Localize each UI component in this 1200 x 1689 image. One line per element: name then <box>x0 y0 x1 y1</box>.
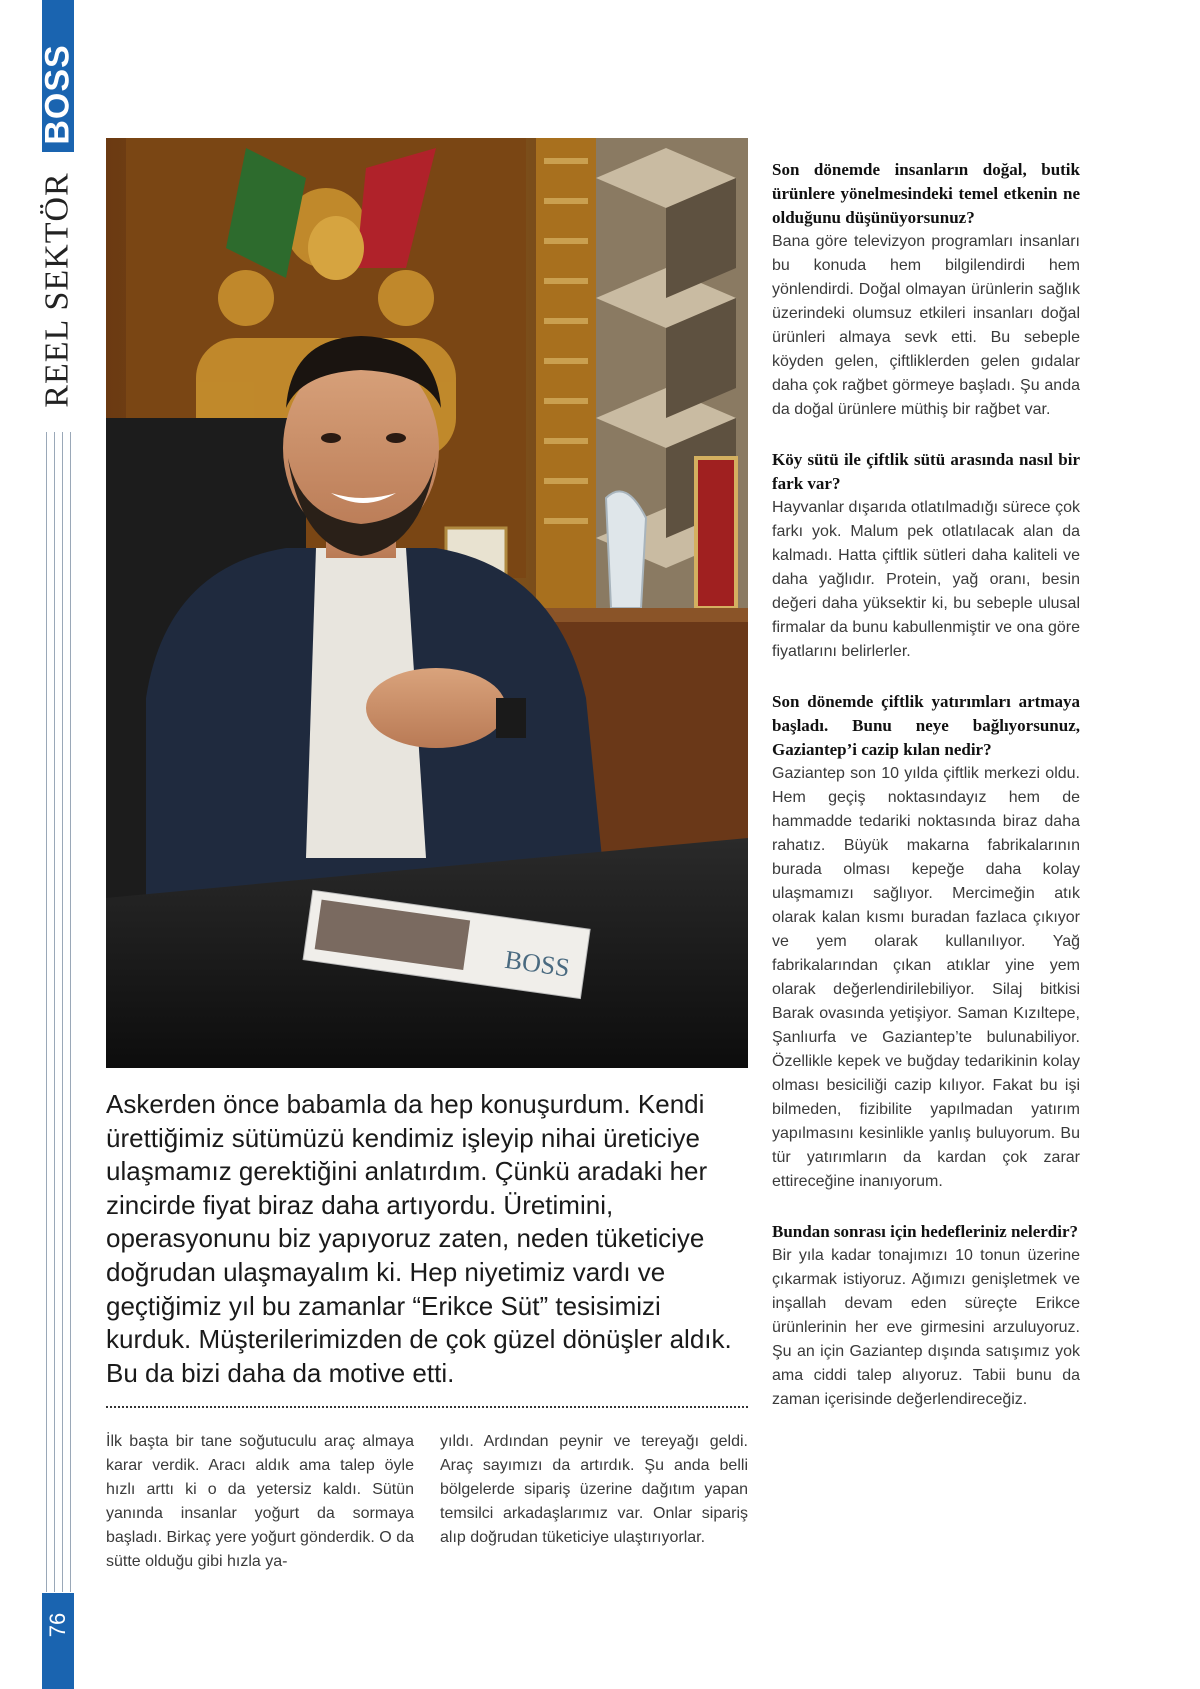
dotted-divider <box>106 1406 748 1408</box>
answer: Hayvanlar dışarıda otlatılmadığı sürece çok farkı yok. Malum pek otlatılacak alan da kalmadı. Hatta çiftlik sütleri daha kaliteli ve daha yağlıdır. Protein, yağ oranı, besin değeri daha yüksektir ki, bu sebeple ulusal firmalar da bunu kabullenmiştir ve ona göre fiyatlarını belirlerler. <box>772 499 1080 660</box>
body-text-middle: yıldı. Ardından peynir ve tereyağı geldi. Araç sayımızı da artırdık. Şu anda belli bölgelerde sipariş üzerine dağıtım yapan temsilci arkadaşlarımız var. Onlar sipariş alıp doğrudan tüketiciye ulaştırıyorlar. <box>440 1433 748 1546</box>
answer: Gaziantep son 10 yılda çiftlik merkezi oldu. Hem geçiş noktasındayız hem de hammadde tedariki noktasında biraz daha rahatız. Büyük makarna fabrikalarının burada olması kepeğe daha kolay ulaşmamızı sağlıyor. Mercimeğin atık olarak kalan kısmı buradan fazlaca çıkıyor ve yem olarak kullanılıyor. Yağ fabrikalarından çıkan atıklar yine yem olarak değerlendirilebiliyor. Silaj bitkisi Barak ovasında yetişiyor. Saman Kızıltepe, Şanlıurfa ve Gaziantep’te bulunabiliyor. Özellikle kepek ve buğday tedarikinin kolay olması besiciliği cazip kılıyor. Fakat bu işi bilmeden, fizibilite yapılmadan yatırım yapılmasını kesinlikle yanlış buluyorum. Bu tür yatırımların da kardan çok zarar ettireceğine inanıyorum. <box>772 765 1080 1190</box>
pull-quote: Askerden önce babamla da hep konuşurdum. Kendi ürettiğimiz sütümüzü kendimiz işleyip nihai üreticiye ulaşmamız gerektiğini anlatırdım. Çünkü aradaki her zincirde fiyat biraz daha artıyordu. Üretimini, operasyonunu biz yapıyoruz zaten, neden tüketiciye doğrudan ulaşmayalım ki. Hep niyetimiz vardı ve geçtiğimiz yıl bu zamanlar “Erikce Süt” tesisimizi kurduk. Müşterilerimizden de çok güzel dönüşler aldık. Bu da bizi daha da motive etti. <box>106 1089 732 1388</box>
interview-photo <box>106 138 748 1068</box>
section-label: REEL SEKTÖR <box>39 172 77 408</box>
sidebar-rule-lines <box>44 432 76 1592</box>
qa-item <box>772 690 1080 1194</box>
question: Bundan sonrası için hedefleriniz nelerdir? <box>772 1222 1079 1241</box>
qa-column <box>772 158 1080 1438</box>
question: Son dönemde insanların doğal, butik ürünlere yönelmesindeki temel etkenin ne olduğunu düşünüyorsunuz? <box>772 160 1080 227</box>
answer: Bana göre televizyon programları insanları bu konuda hem bilgilendirdi hem yönlendirdi. Doğal olmayan ürünlerin sağlık üzerindeki olumsuz etkileri insanları doğal ürünleri almaya sevk etti. Bu sebeple köyden gelen, çiftliklerden gelen gıdalar daha çok rağbet görmeye başladı. Şu anda da doğal ürünlere müthiş bir rağbet var. <box>772 233 1080 418</box>
qa-item <box>772 1220 1080 1412</box>
qa-item <box>772 448 1080 664</box>
magazine-cover-logo: BOSS <box>503 944 572 983</box>
question: Köy sütü ile çiftlik sütü arasında nasıl bir fark var? <box>772 450 1080 493</box>
question: Son dönemde çiftlik yatırımları artmaya başladı. Bunu neye bağlıyorsunuz, Gaziantep’i cazip kılan nedir? <box>772 692 1080 759</box>
photo-illustration <box>106 138 748 1068</box>
body-text-left: İlk başta bir tane soğutuculu araç almaya karar verdik. Aracı aldık ama talep öyle hızlı arttı ki o da yetersiz kaldı. Sütün yanında insanlar yoğurt da sormaya başladı. Birkaç yere yoğurt gönderdik. O da sütte olduğu gibi hızla ya- <box>106 1433 414 1570</box>
page-number: 76 <box>44 1612 70 1638</box>
magazine-logo: BOSS <box>38 43 77 145</box>
answer: Bir yıla kadar tonajımızı 10 tonun üzerine çıkarmak istiyoruz. Ağımızı genişletmek ve inşallah devam eden süreçte Erikce ürünlerinin her eve girmesini arzuluyoruz. Şu an için Gaziantep dışında satışımız yok ama ciddi talep alıyoruz. Tabii bunu da zaman içerisinde değerlendireceğiz. <box>772 1247 1080 1408</box>
qa-item <box>772 158 1080 422</box>
